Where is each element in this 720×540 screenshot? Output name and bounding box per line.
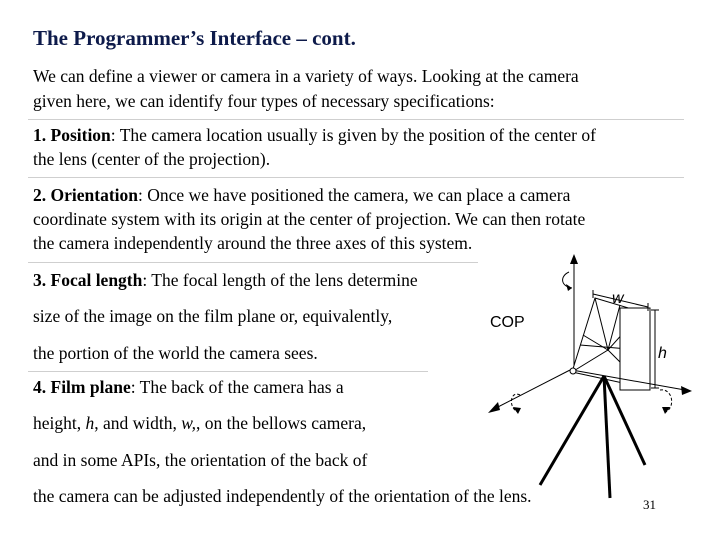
divider [28, 119, 684, 120]
h-label: h [658, 345, 667, 362]
divider [28, 262, 478, 263]
item-film-text-c: , on the bellows camera, [196, 413, 367, 433]
item-orientation-text: : Once we have positioned the camera, we can place a camera [138, 185, 571, 205]
item-position-label: 1. Position [33, 125, 111, 145]
tripod-leg-center [604, 376, 610, 498]
item-position-line-1 [33, 125, 596, 146]
item-orientation-line-1 [33, 185, 570, 206]
cop-label: COP [490, 314, 525, 331]
w-label: w [612, 290, 624, 307]
slide-title: The Programmer’s Interface – cont. [33, 26, 356, 50]
item-focal-line-2: size of the image on the film plane or, equivalently, [33, 306, 393, 326]
item-focal-line-1 [33, 270, 418, 291]
item-orientation-line-2: coordinate system with its origin at the center of projection. We can then rotate [33, 209, 586, 229]
item-film-line-2 [33, 413, 366, 434]
item-focal-line-3: the portion of the world the camera sees. [33, 343, 318, 363]
item-focal-text: : The focal length of the lens determine [142, 270, 418, 290]
item-orientation-label: 2. Orientation [33, 185, 138, 205]
item-film-line-1 [33, 377, 344, 398]
tripod-leg-left [540, 376, 604, 485]
item-film-label: 4. Film plane [33, 377, 131, 397]
item-film-w: w, [181, 413, 197, 433]
page-number: 31 [643, 497, 656, 512]
cop-point [570, 368, 576, 374]
item-film-text: : The back of the camera has a [130, 377, 344, 397]
item-orientation-line-3: the camera independently around the three axes of this system. [33, 233, 473, 253]
divider [28, 371, 428, 372]
item-film-line-4: the camera can be adjusted independently of the orientation of the lens. [33, 486, 532, 506]
item-position-text: : The camera location usually is given by the position of the center of [110, 125, 596, 145]
item-film-text-a: height, [33, 413, 86, 433]
item-focal-label: 3. Focal length [33, 270, 143, 290]
depth-axis [492, 370, 570, 410]
film-plane [620, 308, 650, 390]
item-position-line-2: the lens (center of the projection). [33, 149, 271, 169]
item-film-text-b: , and width, [94, 413, 182, 433]
intro-line-1: We can define a viewer or camera in a variety of ways. Looking at the camera [33, 66, 579, 86]
item-film-h: h [85, 413, 95, 433]
intro-line-2: given here, we can identify four types of necessary specifications: [33, 91, 495, 111]
divider [28, 177, 684, 178]
vertical-axis-arrow [570, 254, 578, 264]
bellows-camera-figure [480, 250, 700, 500]
item-film-line-3: and in some APIs, the orientation of the back of [33, 450, 368, 470]
